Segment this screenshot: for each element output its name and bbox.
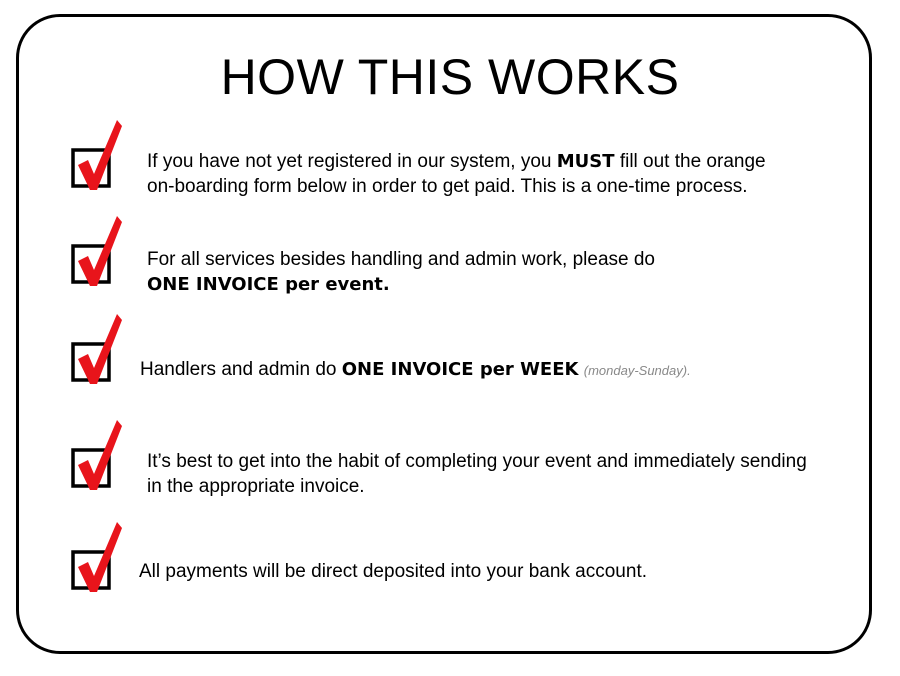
item-1-line-1 xyxy=(147,149,766,174)
item-2-line-1: For all services besides handling and admin work, please do xyxy=(147,249,655,270)
item-1-line-2: on-boarding form below in order to get paid. This is a one-time process. xyxy=(147,176,748,197)
item-3-text: Handlers and admin do xyxy=(140,359,342,380)
item-3-line xyxy=(140,357,691,383)
page-title: HOW THIS WORKS xyxy=(220,49,680,105)
item-4-line-1: It’s best to get into the habit of completing your event and immediately sending xyxy=(147,451,807,472)
item-1-text-end: fill out the orange xyxy=(614,151,766,172)
item-3-emphasis: ONE INVOICE per WEEK xyxy=(341,359,579,380)
checkmark-icon xyxy=(70,420,130,500)
item-1-text: If you have not yet registered in our system, you xyxy=(147,151,557,172)
item-2-emphasis: ONE INVOICE per event. xyxy=(147,274,390,295)
checkmark-icon xyxy=(70,522,130,602)
item-3-note: (monday-Sunday). xyxy=(583,363,691,378)
checkmark-icon xyxy=(70,216,130,296)
checkmark-icon xyxy=(70,120,130,200)
info-card xyxy=(16,14,872,654)
checkmark-icon xyxy=(70,314,130,394)
item-5-line: All payments will be direct deposited into your bank account. xyxy=(139,561,647,582)
item-4-line-2: in the appropriate invoice. xyxy=(147,476,365,497)
item-1-emphasis: MUST xyxy=(556,151,615,172)
